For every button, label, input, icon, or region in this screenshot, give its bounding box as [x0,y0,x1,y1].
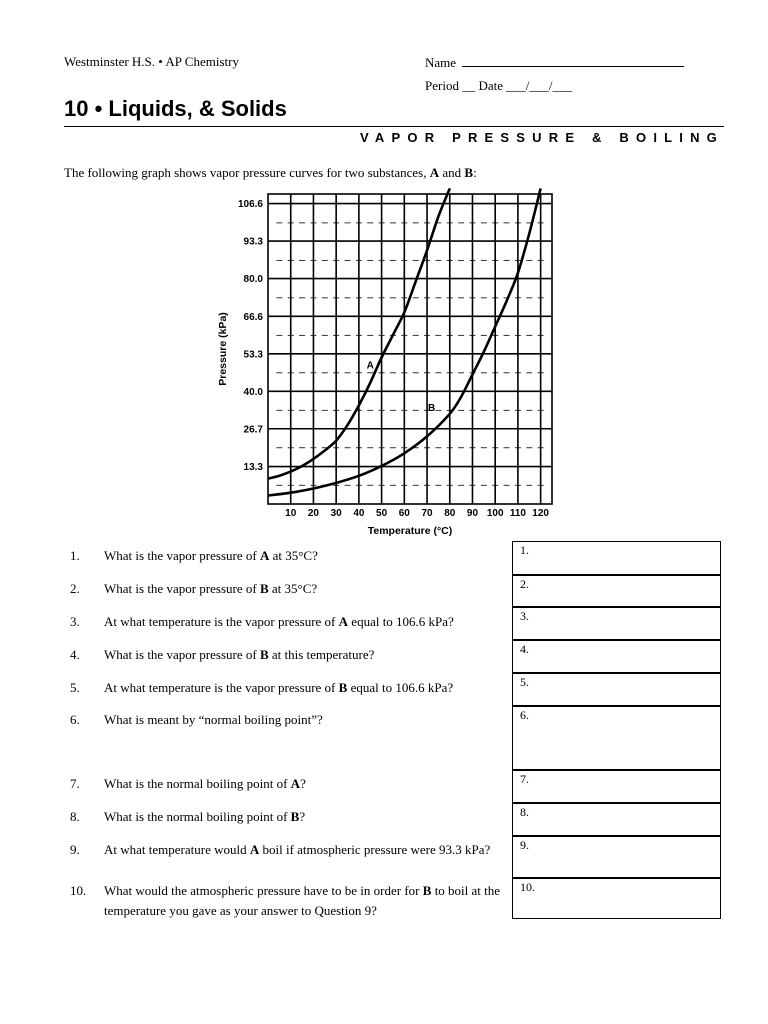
substance-name: A [249,842,260,857]
answer-box-10[interactable]: 10. [512,878,721,919]
question-text [104,546,514,566]
question-number: 2. [70,581,80,596]
title-rule [64,126,724,127]
name-line[interactable] [462,54,684,67]
question-number: 1. [70,548,80,563]
question-number: 8. [70,809,80,824]
substance-name: A [259,548,270,563]
question-text-part: at 35°C? [268,581,318,596]
question-text-part: What is the normal boiling point of [104,809,291,824]
question-text [104,774,514,794]
question-text-part: What is the vapor pressure of [104,548,260,563]
question-number: 6. [70,712,80,727]
substance-name: B [290,809,300,824]
substance-name: B [422,883,432,898]
x-tick-label: 20 [307,508,320,519]
question-text-part: ? [299,809,306,824]
question-text [104,579,514,599]
answer-box-4[interactable]: 4. [512,640,721,673]
y-tick-label: 26.7 [243,424,263,436]
x-tick-label: 120 [532,508,549,519]
bullet: • [158,54,163,69]
question-text-part: What is the normal boiling point of [104,776,291,791]
x-tick-label: 30 [330,508,342,519]
vapor-pressure-chart [210,188,560,540]
question-text-part: At what temperature is the vapor pressure of [104,614,339,629]
question-text [104,678,514,698]
name-field[interactable] [425,54,684,71]
course-name: AP Chemistry [165,54,239,69]
school-course [64,54,239,70]
question-text-part: At what temperature would [104,842,250,857]
x-tick-label: 40 [353,508,365,519]
y-tick-label: 40.0 [243,386,263,398]
question-text [104,807,514,827]
x-tick-label: 80 [444,508,456,519]
intro-text [64,165,477,181]
answer-box-6[interactable]: 6. [512,706,721,770]
y-tick-labels [238,199,263,473]
question-text-part: What is the vapor pressure of [104,581,260,596]
period-date-field[interactable]: Period __ Date ___/___/___ [425,78,572,93]
x-tick-label: 50 [376,508,388,519]
question-text [104,612,514,632]
question-text [104,840,514,860]
answer-box-8[interactable]: 8. [512,803,721,836]
question-text-part: equal to 106.6 kPa? [348,614,454,629]
intro-substance-a: A [429,165,440,180]
question-text-part: at 35°C? [269,548,318,563]
question-text-part: equal to 106.6 kPa? [347,680,454,695]
x-tick-label: 100 [486,508,504,519]
substance-name: A [338,614,349,629]
question-text [104,645,514,665]
x-tick-label: 70 [421,508,433,519]
y-tick-label: 106.6 [237,199,263,211]
name-label: Name [425,55,457,70]
answer-box-3[interactable]: 3. [512,607,721,640]
school-name: Westminster H.S. [64,54,156,69]
question-text [104,881,514,921]
substance-name: B [259,647,269,662]
question-number: 9. [70,842,80,857]
y-tick-label: 13.3 [243,462,263,474]
answer-box-2[interactable]: 2. [512,575,721,607]
answer-box-9[interactable]: 9. [512,836,721,878]
series-label-b: B [427,403,436,414]
question-text-part: What is the vapor pressure of [104,647,260,662]
question-text-part: to boil at the temperature you gave as your answer to Question 9? [104,883,501,918]
intro-after: : [473,165,477,180]
x-tick-label: 110 [509,508,526,519]
answer-box-5[interactable]: 5. [512,673,721,706]
question-number: 4. [70,647,80,662]
answer-box-7[interactable]: 7. [512,770,721,803]
y-axis-label: Pressure (kPa) [217,312,229,386]
section-title: VAPOR PRESSURE & BOILING [360,130,724,145]
unit-title: 10 • Liquids, & Solids [64,96,287,121]
x-tick-label: 60 [398,508,410,519]
question-number: 5. [70,680,80,695]
question-text-part: boil if atmospheric pressure were 93.3 kPa? [259,842,491,857]
substance-name: B [338,680,348,695]
question-number: 7. [70,776,80,791]
intro-substance-b: B [464,165,474,180]
x-axis-label: Temperature (°C) [367,525,453,537]
question-number: 3. [70,614,80,629]
question-text-part: At what temperature is the vapor pressure of [104,680,339,695]
question-text [104,710,514,730]
x-tick-label: 10 [285,508,297,519]
question-text-part: at this temperature? [268,647,375,662]
question-number: 10. [70,883,87,898]
y-tick-label: 93.3 [243,236,263,248]
intro-and: and [439,165,465,180]
substance-name: A [290,776,301,791]
question-text-part: What is meant by “normal boiling point”? [104,712,323,727]
question-text-part: ? [300,776,306,791]
answer-box-1[interactable]: 1. [512,541,721,575]
x-tick-label: 90 [466,508,479,519]
y-tick-label: 80.0 [243,274,263,286]
y-tick-label: 53.3 [243,349,263,361]
chart-grid [268,194,552,504]
x-tick-labels [285,508,549,519]
y-tick-label: 66.6 [243,311,263,323]
substance-name: B [259,581,269,596]
question-text-part: What would the atmospheric pressure have to be in order for [104,883,423,898]
series-label-a: A [366,360,374,372]
intro-before: The following graph shows vapor pressure curves for two substances, [64,165,430,180]
